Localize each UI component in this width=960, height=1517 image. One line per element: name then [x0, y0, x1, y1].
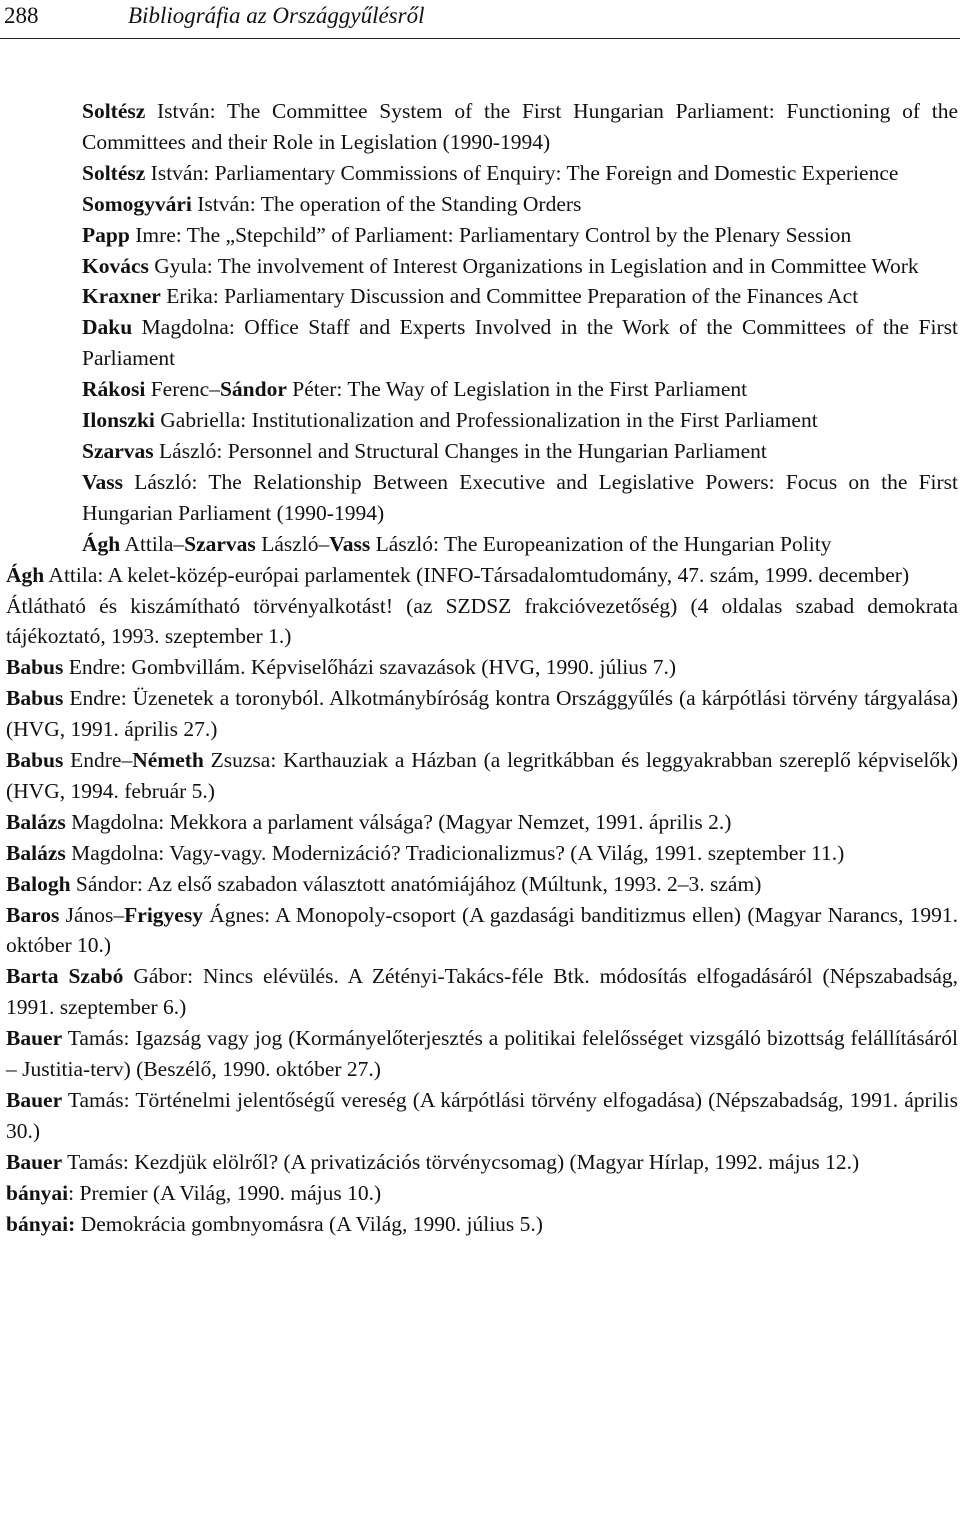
entry-text: Imre: The „Stepchild” of Parliament: Parliamentary Control by the Plenary Session [129, 222, 852, 247]
entry-text: Gabriella: Institutionalization and Professionalization in the First Parliament [154, 408, 818, 433]
bibliography-entry [0, 96, 960, 158]
entry-author: Somogyvári [82, 191, 192, 216]
entry-author: Bauer [6, 1149, 63, 1174]
entry-text: Magdolna: Mekkora a parlament válsága? (Magyar Nemzet, 1991. április 2.) [65, 809, 732, 834]
entry-text: Erika: Parliamentary Discussion and Committee Preparation of the Finances Act [160, 284, 859, 309]
entry-author: Soltész [82, 160, 146, 185]
entry-text: Attila– [120, 531, 185, 556]
entry-text: Tamás: Igazság vagy jog (Kormányelőterjesztés a politikai felelősséget vizsgáló bizottság felállításáról – Justitia-terv) (Beszélő, 1990. október 27.) [6, 1026, 958, 1082]
bibliography-entry [0, 189, 960, 220]
entry-author: Németh [132, 748, 204, 773]
bibliography-entry [0, 405, 960, 436]
entry-text: : Premier (A Világ, 1990. május 10.) [68, 1180, 382, 1205]
bibliography-entry [0, 838, 960, 869]
bibliography-entry [0, 961, 960, 1023]
bibliography-entry [0, 281, 960, 312]
entry-author: Baros [6, 902, 60, 927]
bibliography-entry [0, 560, 960, 591]
entry-text: Gábor: Nincs elévülés. A Zétényi-Takács-féle Btk. módosítás elfogadásáról (Népszabadság, 1991. szeptember 6.) [6, 964, 958, 1020]
entry-text: Endre: Üzenetek a toronyból. Alkotmánybíróság kontra Országgyűlés (a kárpótlási törvény tárgyalása) (HVG, 1991. április 27.) [6, 686, 958, 742]
page-number: 288 [4, 3, 39, 28]
entry-text: István: Parliamentary Commissions of Enquiry: The Foreign and Domestic Experience [145, 160, 899, 185]
entry-author: Babus [6, 655, 64, 680]
entry-author: Sándor [219, 377, 287, 402]
entry-text: Zsuzsa: Karthauziak a Házban (a legritkábban és leggyakrabban szereplő képviselők) (HVG, 1994. február 5.) [6, 748, 958, 803]
entry-author: Barta Szabó [6, 964, 124, 989]
entry-text: Endre: Gombvillám. Képviselőházi szavazások (HVG, 1990. július 7.) [63, 655, 676, 680]
entry-text: László– [255, 531, 330, 556]
bibliography-entry [0, 251, 960, 282]
entry-text: Magdolna: Vagy-vagy. Modernizáció? Tradicionalizmus? (A Világ, 1991. szeptember 11.) [65, 840, 845, 865]
entry-author: Balogh [6, 871, 71, 896]
entry-author: Babus [6, 686, 64, 711]
entry-author: Babus [6, 748, 64, 773]
entry-text: László: Personnel and Structural Changes in the Hungarian Parliament [153, 438, 767, 463]
entry-text: István: The Committee System of the First Hungarian Parliament: Functioning of the Committees and their Role in Legislation (1990-1994) [82, 99, 958, 154]
entry-author: Ágh [82, 531, 121, 556]
entry-author: Frigyesy [124, 902, 203, 927]
bibliography-entry [0, 1178, 960, 1209]
entry-text: Tamás: Kezdjük elölről? (A privatizációs törvénycsomag) (Magyar Hírlap, 1992. május 12.) [62, 1149, 860, 1174]
entry-text: Sándor: Az első szabadon választott anatómiájához (Múltunk, 1993. 2–3. szám) [70, 871, 762, 896]
bibliography-list [0, 96, 960, 1240]
bibliography-entry [0, 1085, 960, 1147]
entry-text: Átlátható és kiszámítható törvényalkotást! (az SZDSZ frakcióvezetőség) (4 oldalas szabad demokrata tájékoztató, 1993. szeptember 1.) [6, 593, 958, 649]
bibliography-entry [0, 900, 960, 962]
entry-author: Bauer [6, 1088, 63, 1112]
bibliography-entry [0, 683, 960, 745]
bibliography-entry [0, 807, 960, 838]
entry-text: Ferenc– [145, 377, 220, 402]
entry-author: bányai [6, 1180, 69, 1205]
entry-text: László: The Relationship Between Executive and Legislative Powers: Focus on the First Hungarian Parliament (1990-1994) [82, 469, 958, 525]
entry-text: Endre– [63, 748, 133, 773]
entry-text: László: The Europeanization of the Hungarian Polity [370, 531, 832, 556]
bibliography-entry [0, 1147, 960, 1178]
entry-author: Papp [82, 222, 130, 247]
bibliography-entry [0, 436, 960, 467]
entry-text: János– [59, 902, 125, 927]
entry-author: Rákosi [82, 377, 146, 402]
entry-text: Péter: The Way of Legislation in the First Parliament [286, 377, 748, 402]
entry-author: Ilonszki [82, 408, 155, 433]
bibliography-entry [0, 1209, 960, 1240]
entry-text: Attila: A kelet-közép-európai parlamentek (INFO-Társadalomtudomány, 47. szám, 1999. december) [44, 562, 910, 587]
page-header [0, 0, 960, 39]
entry-author: Vass [329, 531, 371, 556]
bibliography-entry [0, 591, 960, 653]
entry-text: István: The operation of the Standing Orders [191, 191, 582, 216]
bibliography-entry [0, 467, 960, 529]
entry-author: Soltész [82, 99, 146, 123]
entry-author: Ágh [6, 562, 45, 587]
bibliography-entry [0, 158, 960, 189]
entry-author: Szarvas [184, 531, 256, 556]
running-title: Bibliográfia az Országgyűlésről [128, 3, 425, 28]
entry-text: Tamás: Történelmi jelentőségű vereség (A kárpótlási törvény elfogadása) (Népszabadság, 1991. április 30.) [6, 1088, 958, 1143]
entry-text: Magdolna: Office Staff and Experts Involved in the Work of the Committees of the First Parliament [82, 315, 958, 371]
entry-author: Balázs [6, 809, 66, 834]
bibliography-entry [0, 529, 960, 560]
entry-author: Balázs [6, 840, 66, 865]
entry-author: Vass [82, 469, 124, 494]
bibliography-entry [0, 652, 960, 683]
entry-author: Szarvas [82, 438, 154, 463]
entry-text: Ágnes: A Monopoly-csoport (A gazdasági banditizmus ellen) (Magyar Narancs, 1991. október 10.) [6, 902, 959, 958]
entry-author: bányai: [6, 1211, 76, 1236]
entry-text: Demokrácia gombnyomásra (A Világ, 1990. július 5.) [75, 1211, 543, 1236]
bibliography-entry [0, 1023, 960, 1085]
entry-author: Daku [82, 315, 133, 340]
bibliography-entry [0, 745, 960, 807]
bibliography-entry [0, 312, 960, 374]
bibliography-entry [0, 374, 960, 405]
bibliography-entry [0, 220, 960, 251]
bibliography-entry [0, 869, 960, 900]
entry-text: Gyula: The involvement of Interest Organizations in Legislation and in Committee Work [148, 253, 919, 278]
entry-author: Kraxner [82, 284, 161, 309]
entry-author: Kovács [82, 253, 149, 278]
entry-author: Bauer [6, 1026, 63, 1051]
